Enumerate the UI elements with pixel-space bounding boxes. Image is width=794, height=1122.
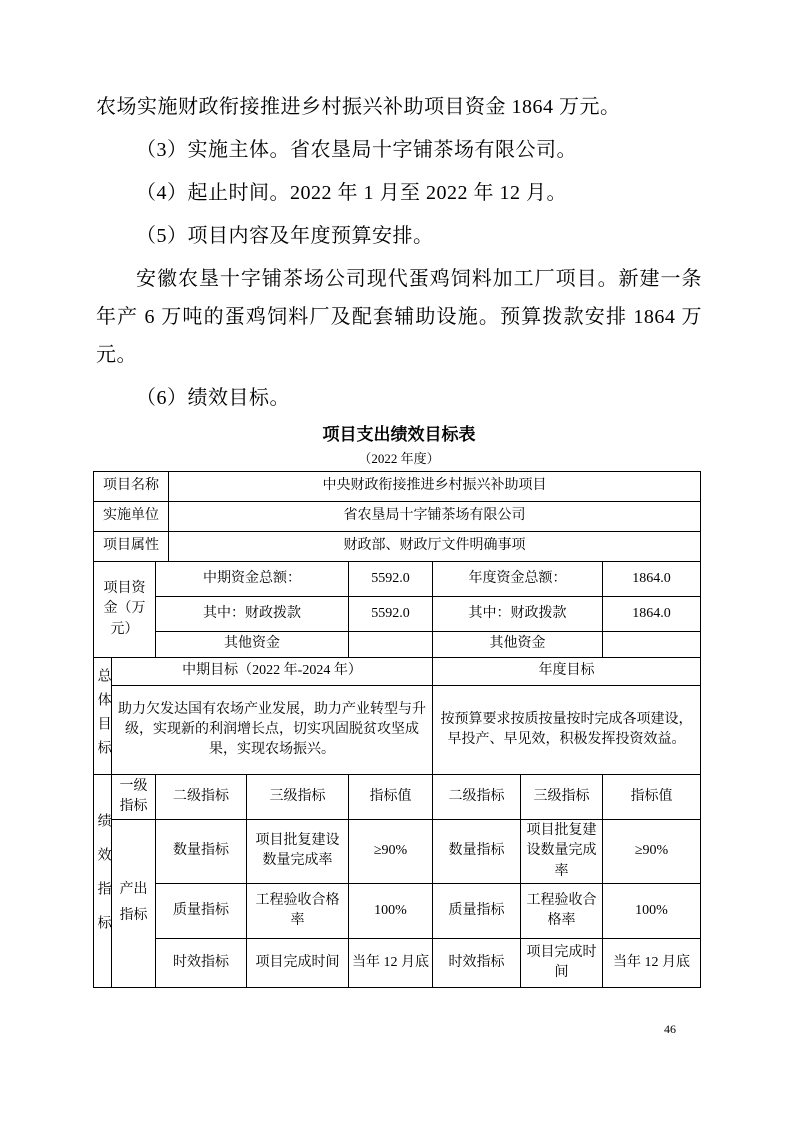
- table-row: [94, 532, 701, 562]
- project-name-value: 中央财政衔接推进乡村振兴补助项目: [169, 472, 701, 502]
- level3-cell: 项目完成时间: [521, 938, 603, 987]
- level2-cell: 时效指标: [433, 938, 521, 987]
- year-fiscal-label: 其中：财政拨款: [433, 597, 603, 632]
- value-cell: 100%: [349, 883, 433, 938]
- mid-goal-header: 中期目标（2022 年-2024 年）: [112, 658, 433, 686]
- table-row: [94, 597, 701, 632]
- level2-cell: 时效指标: [156, 938, 247, 987]
- header-level3: 三级指标: [247, 775, 349, 820]
- funding-group-label: 项目资金（万元）: [94, 562, 156, 658]
- paragraph: （5）项目内容及年度预算安排。: [136, 225, 434, 247]
- year-goal-header: 年度目标: [433, 658, 701, 686]
- mid-other-value: [349, 632, 433, 658]
- paragraph: 农场实施财政衔接推进乡村振兴补助项目资金 1864 万元。: [96, 96, 621, 118]
- table-row: [94, 562, 701, 597]
- header-level1: 一级指标: [112, 775, 156, 820]
- value-cell: 100%: [603, 883, 701, 938]
- header-level2: 二级指标: [156, 775, 247, 820]
- table-row: [94, 472, 701, 502]
- year-fiscal-value: 1864.0: [603, 597, 701, 632]
- table-row: [94, 938, 701, 987]
- implement-unit-value: 省农垦局十字铺茶场有限公司: [169, 502, 701, 532]
- performance-target-table: [93, 471, 701, 988]
- level3-cell: 项目批复建设数量完成率: [247, 820, 349, 884]
- table-title: 项目支出绩效目标表: [322, 425, 476, 444]
- year-other-label: 其他资金: [433, 632, 603, 658]
- header-value: 指标值: [603, 775, 701, 820]
- project-attr-value: 财政部、财政厅文件明确事项: [169, 532, 701, 562]
- table-row: [94, 775, 701, 820]
- level3-cell: 项目完成时间: [247, 938, 349, 987]
- header-level3: 三级指标: [521, 775, 603, 820]
- level2-cell: 质量指标: [433, 883, 521, 938]
- paragraph: 安徽农垦十字铺茶场公司现代蛋鸡饲料加工厂项目。新建一条年产 6 万吨的蛋鸡饲料厂及配套辅助设施。预算拨款安排 1864 万元。: [96, 268, 702, 366]
- year-other-value: [603, 632, 701, 658]
- header-value: 指标值: [349, 775, 433, 820]
- year-goal-text: 按预算要求按质按量按时完成各项建设，早投产、早见效，积极发挥投资效益。: [433, 686, 701, 775]
- table-row: [94, 820, 701, 884]
- year-total-label: 年度资金总额：: [433, 562, 603, 597]
- table-subtitle: （2022 年度）: [358, 451, 440, 466]
- mid-total-value: 5592.0: [349, 562, 433, 597]
- table-row: [94, 686, 701, 775]
- header-level2: 二级指标: [433, 775, 521, 820]
- paragraph: （6）绩效目标。: [136, 387, 290, 409]
- level3-cell: 项目批复建设数量完成率: [521, 820, 603, 884]
- level3-cell: 工程验收合格率: [247, 883, 349, 938]
- paragraph: （3）实施主体。省农垦局十字铺茶场有限公司。: [136, 139, 577, 161]
- project-name-label: 项目名称: [94, 472, 169, 502]
- level2-cell: 数量指标: [433, 820, 521, 884]
- level1-output-label: 产出指标: [112, 820, 156, 988]
- level2-cell: 数量指标: [156, 820, 247, 884]
- table-row: [94, 632, 701, 658]
- value-cell: ≥90%: [349, 820, 433, 884]
- value-cell: ≥90%: [603, 820, 701, 884]
- paragraph: （4）起止时间。2022 年 1 月至 2022 年 12 月。: [136, 182, 567, 204]
- mid-total-label: 中期资金总额：: [156, 562, 349, 597]
- year-total-value: 1864.0: [603, 562, 701, 597]
- level3-cell: 工程验收合格率: [521, 883, 603, 938]
- performance-label: 绩效指标: [94, 775, 112, 988]
- mid-fiscal-value: 5592.0: [349, 597, 433, 632]
- table-row: [94, 883, 701, 938]
- mid-fiscal-label: 其中：财政拨款: [156, 597, 349, 632]
- value-cell: 当年 12 月底: [349, 938, 433, 987]
- overall-goal-label: 总体目标: [94, 658, 112, 775]
- table-row: [94, 658, 701, 686]
- body-text-block: [96, 88, 702, 422]
- mid-other-label: 其他资金: [156, 632, 349, 658]
- implement-unit-label: 实施单位: [94, 502, 169, 532]
- value-cell: 当年 12 月底: [603, 938, 701, 987]
- page-number: 46: [664, 1022, 676, 1036]
- level2-cell: 质量指标: [156, 883, 247, 938]
- mid-goal-text: 助力欠发达国有农场产业发展，助力产业转型与升级，实现新的利润增长点，切实巩固脱贫攻坚成果，实现农场振兴。: [112, 686, 433, 775]
- table-row: [94, 502, 701, 532]
- project-attr-label: 项目属性: [94, 532, 169, 562]
